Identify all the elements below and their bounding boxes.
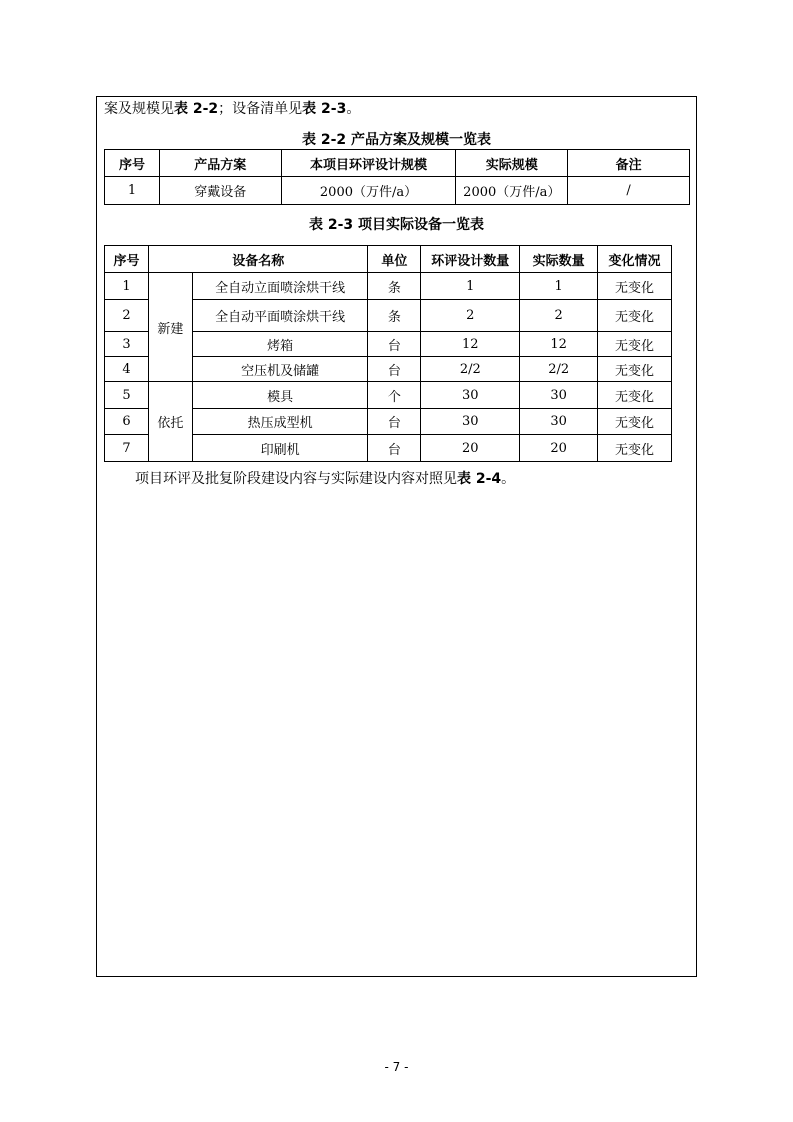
- t23-h-design-qty: 环评设计数量: [421, 246, 520, 273]
- t22-h-index: 序号: [105, 150, 160, 177]
- t23-cell: 个: [368, 382, 421, 409]
- t23-cell: 20: [421, 435, 520, 462]
- t23-cell: 2: [520, 300, 598, 332]
- t22-h-note: 备注: [568, 150, 690, 177]
- intro-text: 案及规模见: [104, 101, 174, 117]
- t23-h-unit: 单位: [368, 246, 421, 273]
- t23-cell: 2/2: [520, 357, 598, 382]
- t23-cell: 条: [368, 273, 421, 300]
- table-2-2-caption: 表 2-2 产品方案及规模一览表: [301, 132, 492, 148]
- table-2-3: [104, 245, 672, 462]
- intro-ref-table-2-3: 表 2-3: [302, 101, 347, 117]
- t23-cell: 5: [105, 382, 149, 409]
- t23-cell: 全自动立面喷涂烘干线: [192, 273, 368, 300]
- t23-cell: 无变化: [598, 300, 672, 332]
- page-number: - 7 -: [384, 1060, 409, 1074]
- t23-cell: 印刷机: [192, 435, 368, 462]
- t23-cell: 1: [105, 273, 149, 300]
- t22-h-product: 产品方案: [159, 150, 281, 177]
- t23-cell: 30: [421, 382, 520, 409]
- t22-cell: 2000（万件/a）: [281, 177, 456, 205]
- t23-h-index: 序号: [105, 246, 149, 273]
- table-row: [105, 382, 672, 409]
- intro-ref-table-2-2: 表 2-2: [174, 101, 219, 117]
- t23-cell: 台: [368, 332, 421, 357]
- t22-cell: /: [568, 177, 690, 205]
- t23-group-new: 新建: [148, 273, 192, 382]
- table-2-3-caption: 表 2-3 项目实际设备一览表: [308, 217, 485, 233]
- t23-cell: 30: [520, 382, 598, 409]
- t22-h-actual-scale: 实际规模: [456, 150, 568, 177]
- t23-cell: 空压机及储罐: [192, 357, 368, 382]
- t23-h-actual-qty: 实际数量: [520, 246, 598, 273]
- t22-h-design-scale: 本项目环评设计规模: [281, 150, 456, 177]
- t23-cell: 台: [368, 409, 421, 435]
- t23-group-reuse: 依托: [148, 382, 192, 462]
- t23-cell: 6: [105, 409, 149, 435]
- t23-cell: 模具: [192, 382, 368, 409]
- t23-cell: 7: [105, 435, 149, 462]
- t23-h-change: 变化情况: [598, 246, 672, 273]
- table-2-2: [104, 149, 690, 205]
- t23-cell: 30: [421, 409, 520, 435]
- t23-cell: 无变化: [598, 273, 672, 300]
- t23-cell: 3: [105, 332, 149, 357]
- t22-cell: 2000（万件/a）: [456, 177, 568, 205]
- t23-h-equipment: 设备名称: [148, 246, 368, 273]
- t23-cell: 无变化: [598, 435, 672, 462]
- t23-cell: 2: [105, 300, 149, 332]
- t23-cell: 20: [520, 435, 598, 462]
- intro-end: 。: [346, 101, 361, 117]
- table-2-2-header: [105, 150, 690, 177]
- t23-cell: 台: [368, 435, 421, 462]
- tail-paragraph: [135, 469, 515, 489]
- t23-cell: 1: [520, 273, 598, 300]
- t23-cell: 2/2: [421, 357, 520, 382]
- t22-cell: 穿戴设备: [159, 177, 281, 205]
- t23-cell: 12: [520, 332, 598, 357]
- t23-cell: 2: [421, 300, 520, 332]
- t23-cell: 无变化: [598, 382, 672, 409]
- intro-paragraph: [104, 99, 360, 119]
- t23-cell: 全自动平面喷涂烘干线: [192, 300, 368, 332]
- t23-cell: 1: [421, 273, 520, 300]
- t23-cell: 12: [421, 332, 520, 357]
- t23-cell: 无变化: [598, 409, 672, 435]
- t23-cell: 烤箱: [192, 332, 368, 357]
- table-row: [105, 273, 672, 300]
- table-row: [105, 177, 690, 205]
- t22-cell: 1: [105, 177, 160, 205]
- t23-cell: 热压成型机: [192, 409, 368, 435]
- t23-cell: 条: [368, 300, 421, 332]
- tail-ref-table-2-4: 表 2-4: [457, 471, 502, 487]
- t23-cell: 台: [368, 357, 421, 382]
- intro-sep: ；设备清单见: [218, 101, 303, 117]
- t23-cell: 无变化: [598, 357, 672, 382]
- t23-cell: 4: [105, 357, 149, 382]
- tail-end: 。: [501, 471, 516, 487]
- t23-cell: 无变化: [598, 332, 672, 357]
- tail-text: 项目环评及批复阶段建设内容与实际建设内容对照见: [135, 471, 457, 487]
- table-2-3-header: [105, 246, 672, 273]
- t23-cell: 30: [520, 409, 598, 435]
